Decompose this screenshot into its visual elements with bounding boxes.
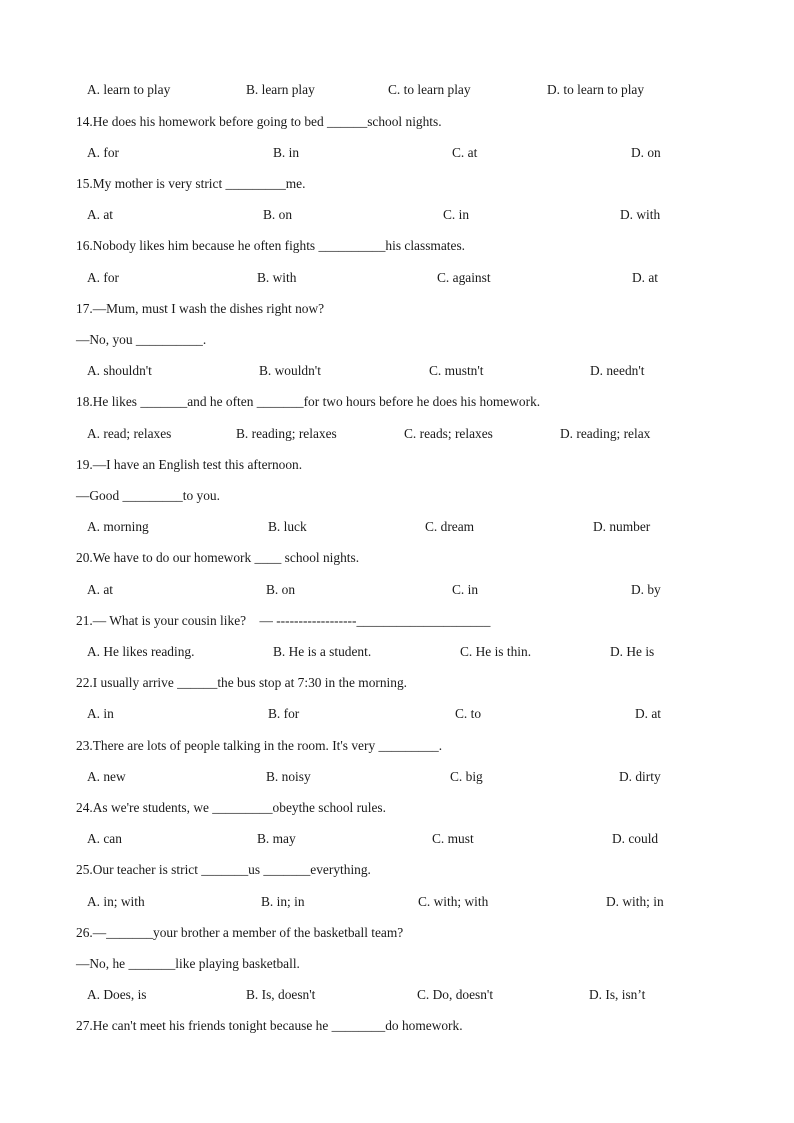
- option-d: D. by: [631, 582, 661, 597]
- option-c: C. He is thin.: [460, 644, 532, 659]
- question-line: [0, 613, 794, 633]
- option-c: C. to: [455, 706, 482, 721]
- option-b: B. may: [257, 831, 296, 846]
- options-line: [0, 987, 794, 1007]
- question-text: 18.He likes _______and he often _______for two hours before he does his homework.: [76, 394, 541, 409]
- question-text: 25.Our teacher is strict _______us _______everything.: [76, 862, 371, 877]
- option-b: B. for: [268, 706, 300, 721]
- question-line: [0, 738, 794, 758]
- option-c: C. mustn't: [429, 363, 484, 378]
- question-line: [0, 925, 794, 945]
- option-b: B. noisy: [266, 769, 311, 784]
- options-line: [0, 270, 794, 290]
- option-a: A. in; with: [87, 894, 145, 909]
- options-line: [0, 894, 794, 914]
- options-line: [0, 769, 794, 789]
- question-text: —No, he _______like playing basketball.: [76, 956, 300, 971]
- question-line: [0, 488, 794, 508]
- question-text: 14.He does his homework before going to bed ______school nights.: [76, 114, 442, 129]
- option-b: B. with: [257, 270, 297, 285]
- question-text: 22.I usually arrive ______the bus stop at 7:30 in the morning.: [76, 675, 407, 690]
- option-c: C. with; with: [418, 894, 489, 909]
- option-d: D. reading; relax: [560, 426, 651, 441]
- option-a: A. learn to play: [87, 82, 171, 97]
- option-a: A. at: [87, 207, 114, 222]
- option-d: D. He is: [610, 644, 655, 659]
- option-a: A. read; relaxes: [87, 426, 172, 441]
- question-text: 17.—Mum, must I wash the dishes right now?: [76, 301, 325, 316]
- option-b: B. Is, doesn't: [246, 987, 316, 1002]
- question-text: —Good _________to you.: [76, 488, 220, 503]
- option-a: A. in: [87, 706, 114, 721]
- option-b: B. in; in: [261, 894, 305, 909]
- options-line: [0, 363, 794, 383]
- question-line: [0, 800, 794, 820]
- options-line: [0, 145, 794, 165]
- option-c: C. must: [432, 831, 474, 846]
- options-line: [0, 582, 794, 602]
- option-d: D. at: [635, 706, 662, 721]
- option-a: A. morning: [87, 519, 149, 534]
- option-d: D. dirty: [619, 769, 661, 784]
- question-text: 24.As we're students, we _________obeythe school rules.: [76, 800, 386, 815]
- option-c: C. in: [452, 582, 479, 597]
- option-b: B. in: [273, 145, 300, 160]
- option-d: D. Is, isn’t: [589, 987, 646, 1002]
- option-d: D. at: [632, 270, 659, 285]
- option-b: B. He is a student.: [273, 644, 372, 659]
- option-c: C. Do, doesn't: [417, 987, 494, 1002]
- options-line: [0, 207, 794, 227]
- option-b: B. on: [266, 582, 296, 597]
- option-a: A. at: [87, 582, 114, 597]
- option-c: C. against: [437, 270, 491, 285]
- option-d: D. could: [612, 831, 659, 846]
- question-text: 23.There are lots of people talking in the room. It's very _________.: [76, 738, 443, 753]
- question-line: [0, 394, 794, 414]
- question-text: 15.My mother is very strict _________me.: [76, 176, 306, 191]
- option-a: A. shouldn't: [87, 363, 152, 378]
- option-a: A. for: [87, 270, 119, 285]
- option-d: D. with; in: [606, 894, 664, 909]
- question-text: 27.He can't meet his friends tonight because he ________do homework.: [76, 1018, 463, 1033]
- option-c: C. at: [452, 145, 478, 160]
- option-d: D. needn't: [590, 363, 645, 378]
- question-line: [0, 862, 794, 882]
- option-c: C. reads; relaxes: [404, 426, 493, 441]
- option-c: C. big: [450, 769, 483, 784]
- question-text: 16.Nobody likes him because he often fights __________his classmates.: [76, 238, 466, 253]
- question-text: 19.—I have an English test this afternoon.: [76, 457, 303, 472]
- option-d: D. with: [620, 207, 661, 222]
- options-line: [0, 82, 794, 102]
- options-line: [0, 426, 794, 446]
- option-b: B. luck: [268, 519, 307, 534]
- option-a: A. can: [87, 831, 122, 846]
- options-line: [0, 644, 794, 664]
- question-line: [0, 332, 794, 352]
- option-a: A. Does, is: [87, 987, 147, 1002]
- option-a: A. He likes reading.: [87, 644, 195, 659]
- question-line: [0, 301, 794, 321]
- question-line: [0, 550, 794, 570]
- question-text: 21.— What is your cousin like? — ------------------____________________: [76, 613, 491, 628]
- question-line: [0, 176, 794, 196]
- question-line: [0, 956, 794, 976]
- option-a: A. for: [87, 145, 119, 160]
- option-b: B. reading; relaxes: [236, 426, 337, 441]
- option-a: A. new: [87, 769, 126, 784]
- options-line: [0, 706, 794, 726]
- option-d: D. on: [631, 145, 661, 160]
- question-line: [0, 1018, 794, 1038]
- question-text: 26.—_______your brother a member of the basketball team?: [76, 925, 404, 940]
- option-c: C. in: [443, 207, 470, 222]
- option-b: B. on: [263, 207, 293, 222]
- question-line: [0, 238, 794, 258]
- options-line: [0, 831, 794, 851]
- question-text: —No, you __________.: [76, 332, 207, 347]
- option-b: B. wouldn't: [259, 363, 321, 378]
- option-b: B. learn play: [246, 82, 315, 97]
- options-line: [0, 519, 794, 539]
- option-d: D. number: [593, 519, 651, 534]
- option-c: C. dream: [425, 519, 475, 534]
- question-text: 20.We have to do our homework ____ school nights.: [76, 550, 360, 565]
- question-line: [0, 457, 794, 477]
- question-line: [0, 675, 794, 695]
- option-d: D. to learn to play: [547, 82, 645, 97]
- question-line: [0, 114, 794, 134]
- option-c: C. to learn play: [388, 82, 471, 97]
